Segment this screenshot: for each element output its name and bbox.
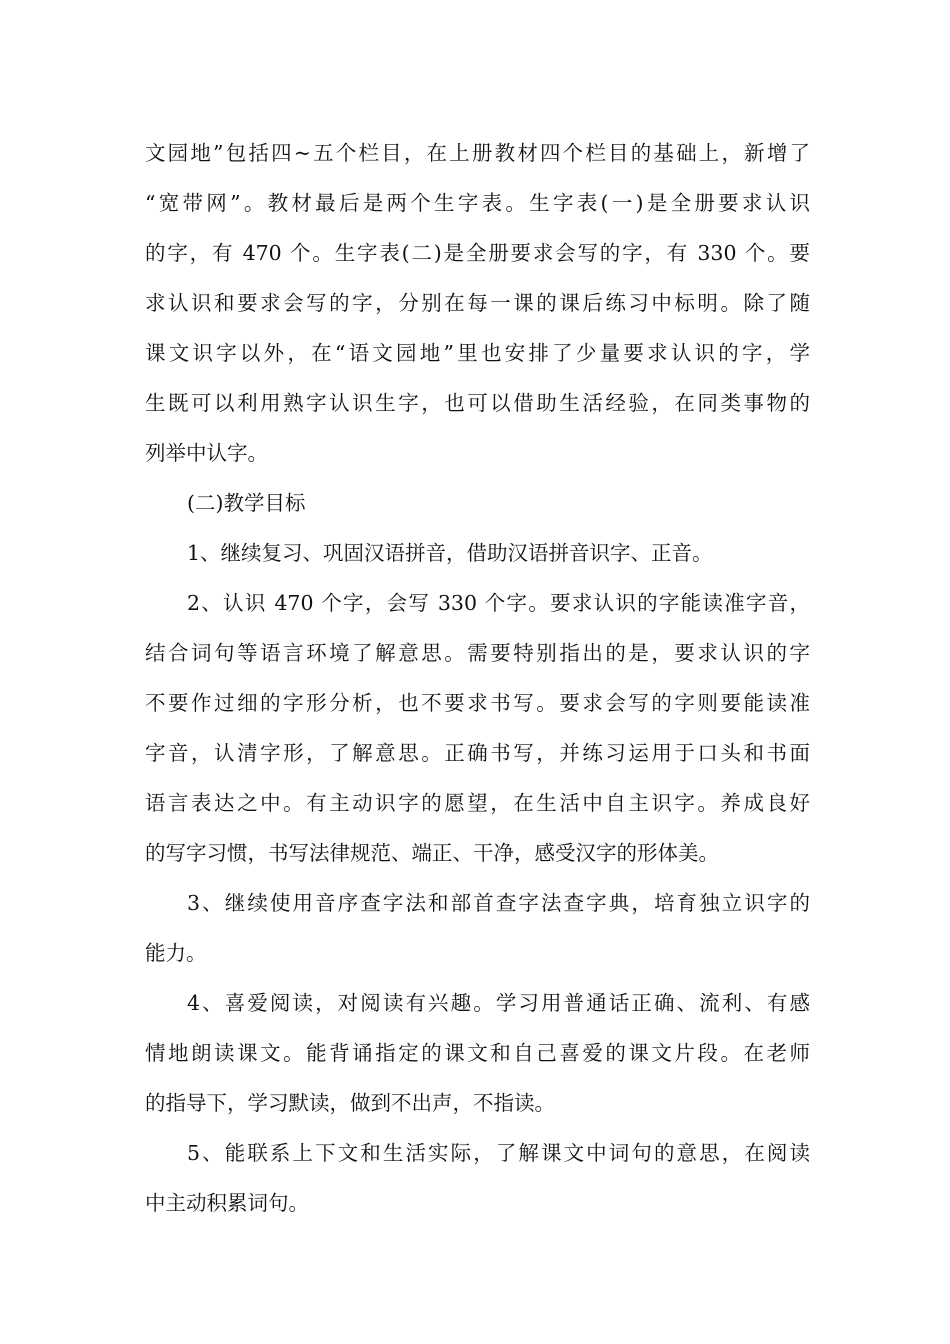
text-line: 的指导下，学习默读，做到不出声，不指读。: [145, 1091, 555, 1115]
text-line: 情地朗读课文。能背诵指定的课文和自己喜爱的课文片段。在老师: [145, 1041, 810, 1065]
text-line: 不要作过细的字形分析，也不要求书写。要求会写的字则要能读准: [145, 691, 810, 715]
text-line: 2、认识 470 个字，会写 330 个字。要求认识的字能读准字音，: [187, 591, 810, 615]
text-line: 3、继续使用音序查字法和部首查字法查字典，培育独立识字的: [187, 891, 810, 915]
text-line: 的字，有 470 个。生字表(二)是全册要求会写的字，有 330 个。要: [145, 241, 810, 265]
text-line: “宽带网”。教材最后是两个生字表。生字表(一)是全册要求认识: [145, 191, 810, 215]
text-line: 4、喜爱阅读，对阅读有兴趣。学习用普通话正确、流利、有感: [187, 991, 810, 1015]
document-body: [145, 128, 810, 1228]
text-line: 字音，认清字形，了解意思。正确书写，并练习运用于口头和书面: [145, 741, 810, 765]
text-line: (二)教学目标: [187, 491, 306, 515]
text-line: 求认识和要求会写的字，分别在每一课的课后练习中标明。除了随: [145, 291, 810, 315]
text-line: 1、继续复习、巩固汉语拼音，借助汉语拼音识字、正音。: [187, 541, 713, 565]
text-line: 课文识字以外，在“语文园地”里也安排了少量要求认识的字，学: [145, 341, 810, 365]
text-line: 结合词句等语言环境了解意思。需要特别指出的是，要求认识的字: [145, 641, 810, 665]
text-line: 5、能联系上下文和生活实际，了解课文中词句的意思，在阅读: [187, 1141, 810, 1165]
text-line: 的写字习惯，书写法律规范、端正、干净，感受汉字的形体美。: [145, 841, 719, 865]
text-line: 中主动积累词句。: [145, 1191, 309, 1215]
text-line: 列举中认字。: [145, 441, 268, 465]
text-line: 文园地”包括四~五个栏目，在上册教材四个栏目的基础上，新增了: [145, 141, 810, 165]
text-line: 语言表达之中。有主动识字的愿望，在生活中自主识字。养成良好: [145, 791, 810, 815]
text-line: 能力。: [145, 941, 207, 965]
text-line: 生既可以利用熟字认识生字，也可以借助生活经验，在同类事物的: [145, 391, 810, 415]
